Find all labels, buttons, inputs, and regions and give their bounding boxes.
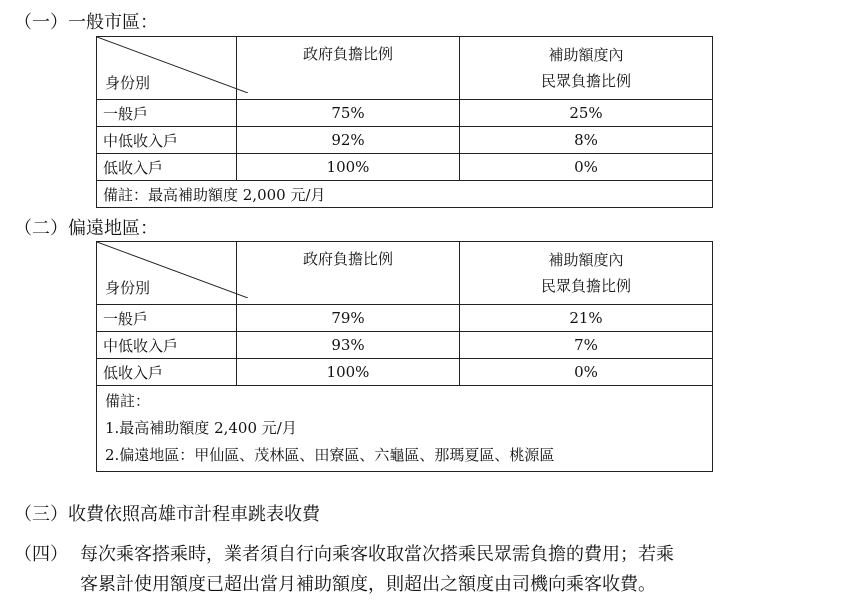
table-note: 備註： 1.最高補助額度 2,400 元/月 2.偏遠地區：甲仙區、茂林區、田寮區、六龜區、那瑪夏區、桃源區 (97, 386, 713, 472)
item-4: （四） 每次乘客搭乘時，業者須自行向乘客收取當次搭乘民眾需負擔的費用；若乘 客累計使用額度已超出當月補助額度，則超出之額度由司機向乘客收費。 (14, 544, 674, 595)
table-row: 一般戶 75% 25% (97, 100, 713, 127)
table-row: 中低收入戶 92% 8% (97, 127, 713, 154)
table-urban (96, 36, 713, 208)
col-gov-header: 政府負擔比例 (237, 37, 460, 100)
table-row: 一般戶 79% 21% (97, 305, 713, 332)
table-row: 低收入戶 100% 0% (97, 359, 713, 386)
table-remote (96, 241, 713, 472)
section-1-heading: （一）一般市區： (14, 12, 158, 33)
corner-header: 身份別 (97, 242, 237, 305)
col-gov-header: 政府負擔比例 (237, 242, 460, 305)
table-row: 中低收入戶 93% 7% (97, 332, 713, 359)
col-public-header: 補助額度內 民眾負擔比例 (460, 37, 713, 100)
table-note: 備註：最高補助額度 2,000 元/月 (97, 181, 713, 208)
section-2-heading: （二）偏遠地區： (14, 218, 158, 239)
corner-header: 身份別 (97, 37, 237, 100)
item-3: （三）收費依照高雄市計程車跳表收費 (14, 504, 320, 525)
table-row: 低收入戶 100% 0% (97, 154, 713, 181)
col-public-header: 補助額度內 民眾負擔比例 (460, 242, 713, 305)
